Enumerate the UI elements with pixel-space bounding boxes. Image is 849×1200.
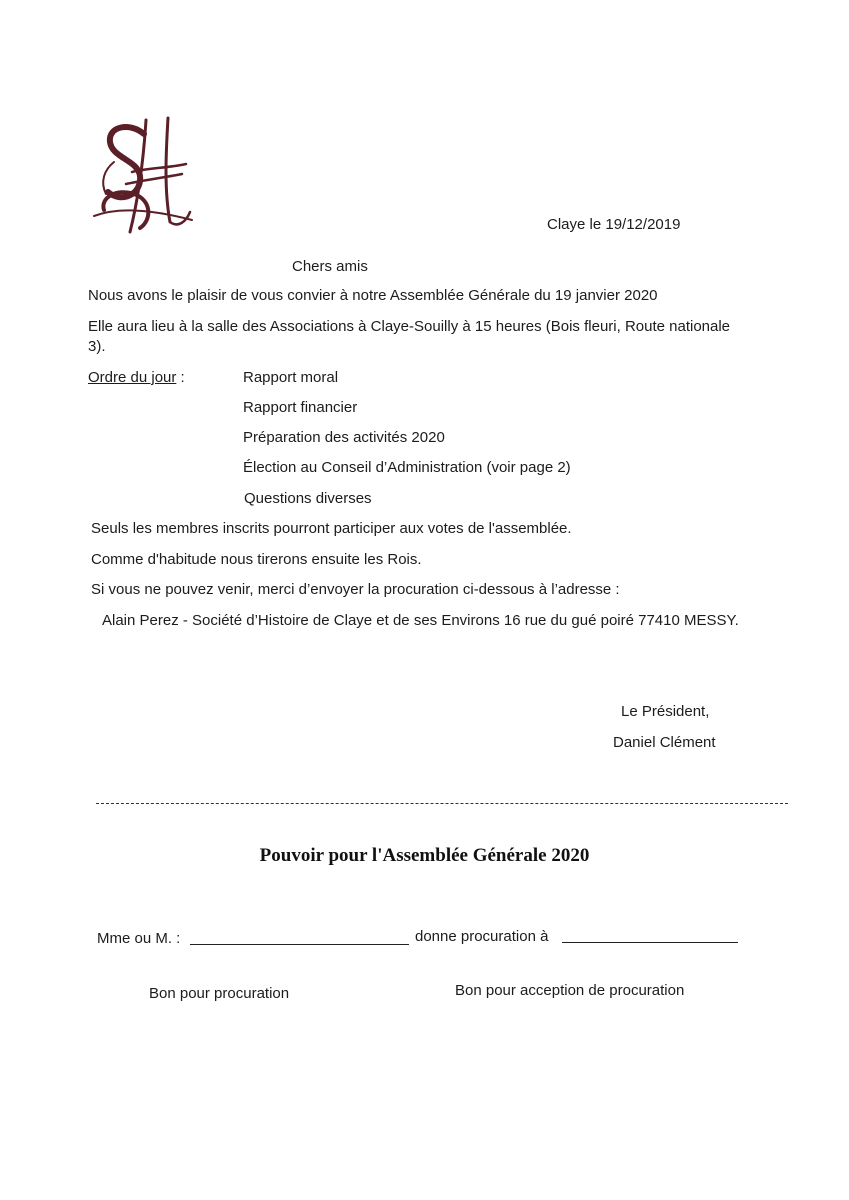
proxy-signature-caption-left: Bon pour procuration — [149, 985, 290, 1002]
proxy-signature-caption-right: Bon pour acception de procuration — [455, 982, 685, 999]
kings-paragraph: Comme d'habitude nous tirerons ensuite les Rois. — [91, 551, 422, 568]
signature-role: Le Président, — [621, 703, 710, 720]
greeting: Chers amis — [292, 258, 368, 275]
agenda-item: Rapport moral — [243, 369, 339, 386]
agenda-label-colon: : — [176, 369, 185, 386]
proxy-request-paragraph: Si vous ne pouvez venir, merci d’envoyer la procuration ci-dessous à l’adresse : — [91, 581, 620, 598]
letter-date: Claye le 19/12/2019 — [547, 216, 681, 233]
agenda-label-text: Ordre du jour — [88, 369, 177, 386]
mailing-address: Alain Perez - Société d’Histoire de Claye et de ses Environs 16 rue du gué poiré 77410 MESSY. — [102, 612, 739, 629]
voting-paragraph: Seuls les membres inscrits pourront participer aux votes de l'assemblée. — [91, 520, 572, 537]
location-paragraph-line1: Elle aura lieu à la salle des Associations à Claye-Souilly à 15 heures (Bois fleuri, Route nationale — [88, 318, 731, 335]
signature-name: Daniel Clément — [613, 734, 716, 751]
agenda-item: Élection au Conseil d’Administration (voir page 2) — [243, 459, 571, 476]
proxy-gives-label: donne procuration à — [415, 928, 549, 945]
proxy-name-label: Mme ou M. : — [97, 930, 181, 947]
invitation-paragraph: Nous avons le plaisir de vous convier à notre Assemblée Générale du 19 janvier 2020 — [88, 287, 658, 304]
proxy-name-field[interactable] — [190, 944, 409, 945]
proxy-recipient-field[interactable] — [562, 942, 738, 943]
location-paragraph-line2: 3). — [88, 338, 106, 355]
agenda-item: Préparation des activités 2020 — [243, 429, 445, 446]
proxy-form-title: Pouvoir pour l'Assemblée Générale 2020 — [259, 845, 590, 866]
agenda-label — [88, 369, 185, 387]
agenda-item: Questions diverses — [244, 490, 372, 507]
cut-line-divider — [96, 803, 788, 804]
agenda-item: Rapport financier — [243, 399, 358, 416]
society-monogram-logo — [86, 112, 198, 240]
